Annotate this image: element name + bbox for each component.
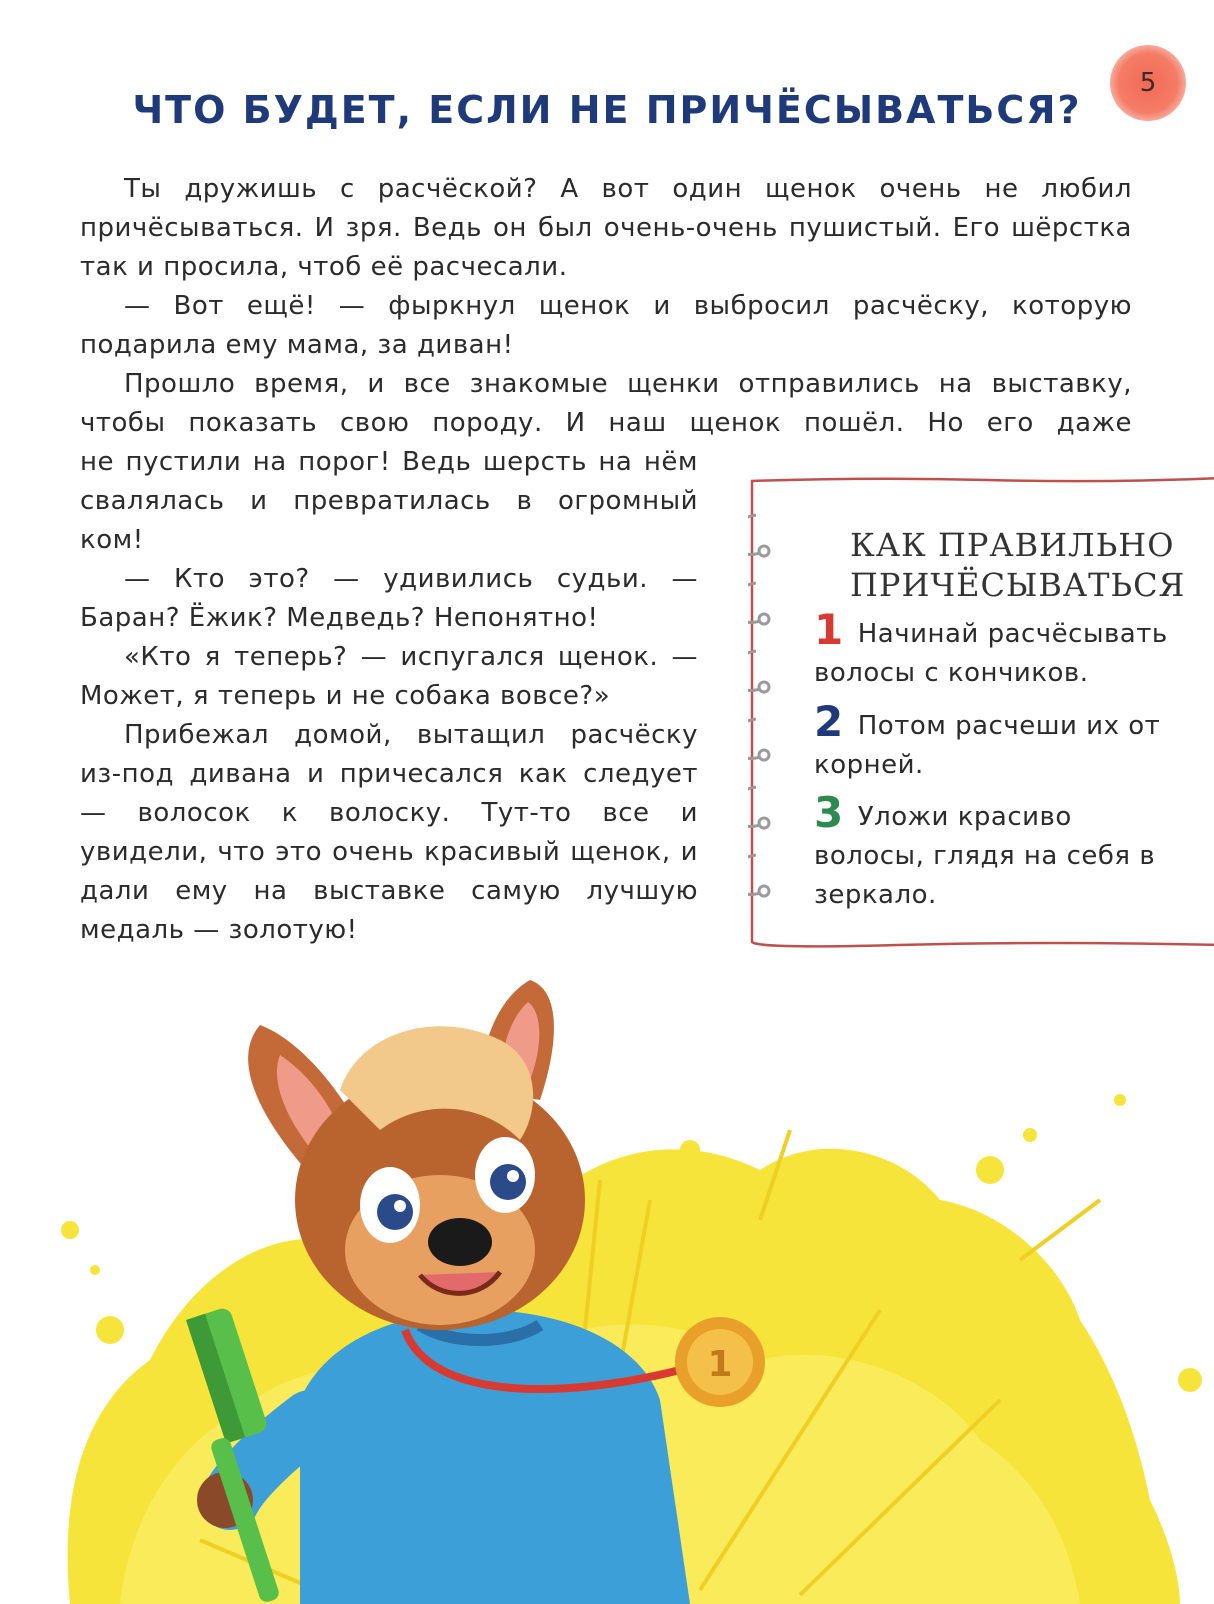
tip-number: 2: [814, 697, 844, 746]
tips-card: [748, 475, 1214, 950]
page-title: ЧТО БУДЕТ, ЕСЛИ НЕ ПРИЧЁСЫВАТЬСЯ?: [132, 88, 1082, 132]
story-paragraph-4: — Кто это? — удивились судьи. — Баран? Ёжик? Медведь? Непонятно!: [80, 564, 698, 633]
story-paragraph-5: «Кто я теперь? — испугался щенок. — Может, я теперь и не собака вовсе?»: [80, 642, 698, 711]
tip-number: 1: [814, 605, 844, 654]
tips-title: [850, 525, 1185, 605]
tip-text: Потом расчеши их от корней.: [814, 711, 1161, 780]
medal-number: 1: [707, 1344, 733, 1385]
tip-item: [814, 788, 1184, 915]
story-paragraph-2: — Вот ещё! — фыркнул щенок и выбросил расчёску, которую подарила ему мама, за диван!: [80, 291, 1132, 360]
story-paragraph-3: Прошло время, и все знакомые щенки отправились на выставку, чтобы показать свою породу. И наш щенок пошёл. Но его даже: [80, 369, 1132, 438]
tips-title-line-2: ПРИЧЁСЫВАТЬСЯ: [850, 566, 1186, 604]
tip-text: Уложи красиво волосы, глядя на себя в зеркало.: [814, 802, 1156, 910]
story-paragraph-3-continued: не пустили на порог! Ведь шерсть на нём свалялась и превратилась в огромный ком!: [80, 447, 698, 555]
tip-item: [814, 605, 1184, 693]
tips-title-line-1: КАК ПРАВИЛЬНО: [850, 526, 1175, 564]
story-paragraph-6: Прибежал домой, вытащил расчёску из-под дивана и причесался как следует — волосок к волоску. Тут-то все и увидели, что это очень красивый щенок, и дали ему на выставке самую лучшую медаль — золотую!: [80, 720, 698, 945]
tip-text: Начинай расчёсывать волосы с кончиков.: [814, 619, 1168, 688]
illustration: [0, 980, 1214, 1604]
tip-item: [814, 697, 1184, 785]
story-paragraph-1: Ты дружишь с расчёской? А вот один щенок очень не любил причёсываться. И зря. Ведь он был очень-очень пушистый. Его шёрстка так и просила, чтоб её расчесали.: [80, 174, 1132, 282]
page-number: 5: [1110, 45, 1186, 121]
tip-number: 3: [814, 788, 844, 837]
